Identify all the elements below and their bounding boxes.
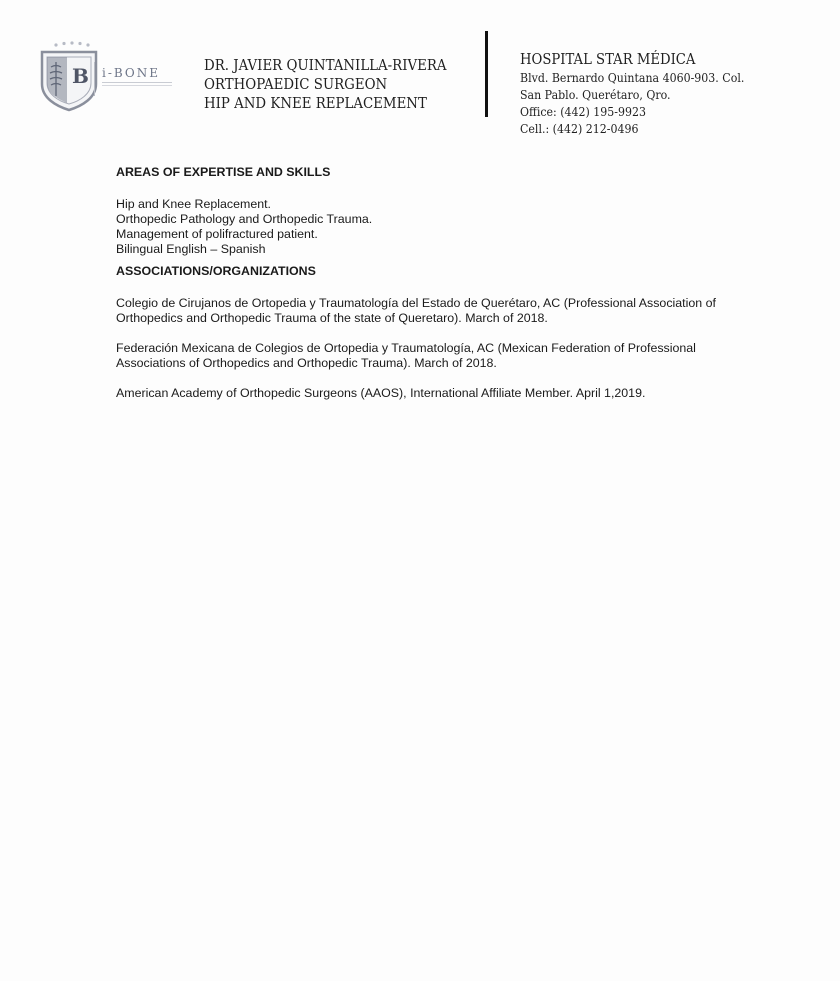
list-item: Hip and Knee Replacement.	[116, 197, 271, 211]
hospital-info	[520, 49, 744, 137]
hospital-address-line1: Blvd. Bernardo Quintana 4060-903. Col.	[520, 70, 745, 85]
associations-heading: ASSOCIATIONS/ORGANIZATIONS	[116, 264, 316, 278]
emblem-letter: B	[72, 64, 89, 88]
list-item: Orthopedic Pathology and Orthopedic Trauma.	[116, 212, 373, 226]
expertise-heading: AREAS OF EXPERTISE AND SKILLS	[116, 165, 331, 179]
expertise-list	[116, 197, 736, 257]
list-item: Bilingual English – Spanish	[116, 242, 266, 256]
hospital-office-phone: Office: (442) 195-9923	[520, 104, 647, 119]
doctor-specialty: HIP AND KNEE REPLACEMENT	[204, 96, 427, 112]
doctor-name: DR. JAVIER QUINTANILLA-RIVERA	[204, 58, 447, 74]
association-entry: American Academy of Orthopedic Surgeons (AAOS), International Affiliate Member. April 1,2019.	[116, 386, 646, 400]
doctor-info	[204, 57, 447, 114]
logo-brand-text: i-BONE	[102, 66, 161, 80]
association-entry: Colegio de Cirujanos de Ortopedia y Traumatología del Estado de Querétaro, AC (Professional Association of Orthopedics and Orthopedic Trauma of the state of Queretaro). March of 2018.	[116, 296, 716, 325]
header-divider	[485, 31, 488, 117]
association-entry: Federación Mexicana de Colegios de Ortopedia y Traumatología, AC (Mexican Federation of Professional Associations of Orthopedics and Orthopedic Trauma). March of 2018.	[116, 341, 696, 370]
logo-divider	[94, 62, 95, 96]
document-body	[116, 165, 736, 416]
i-bone-logo	[34, 40, 194, 112]
hospital-name: HOSPITAL STAR MÉDICA	[520, 50, 696, 68]
hospital-cell-phone: Cell.: (442) 212-0496	[520, 121, 639, 136]
list-item: Management of polifractured patient.	[116, 227, 318, 241]
logo-tagline-lines	[102, 82, 172, 83]
doctor-title: ORTHOPAEDIC SURGEON	[204, 77, 388, 93]
hospital-address-line2: San Pablo. Querétaro, Qro.	[520, 87, 671, 102]
